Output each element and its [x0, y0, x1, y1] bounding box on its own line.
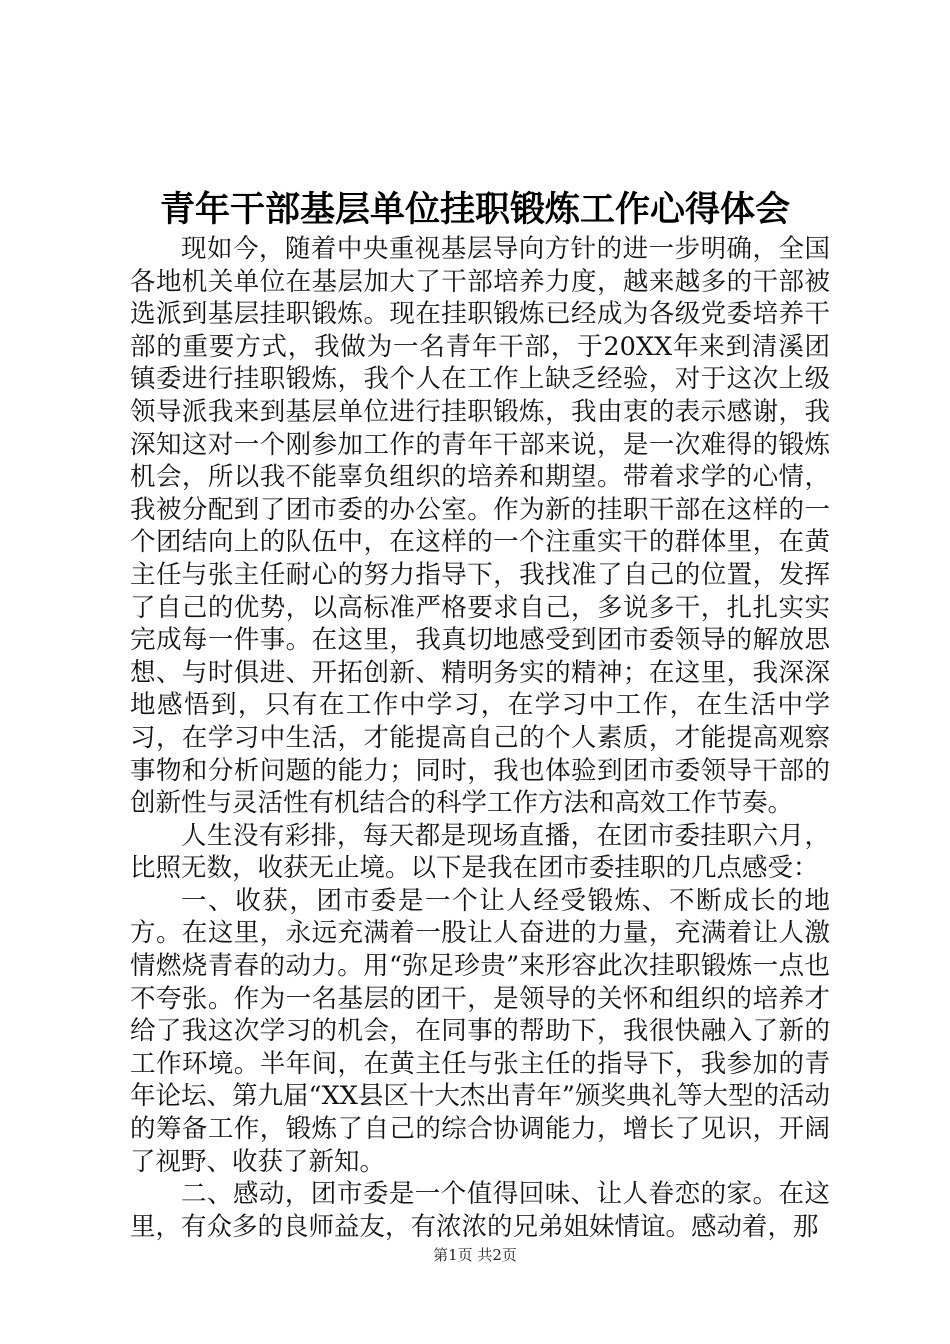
paragraph-moved: 二、感动，团市委是一个值得回味、让人眷恋的家。在这里，有众多的良师益友，有浓浓的兄弟姐妹情谊。感动着，那: [130, 1179, 830, 1242]
paragraph-intro: 现如今，随着中央重视基层导向方针的进一步明确，全国各地机关单位在基层加大了干部培养力度，越来越多的干部被选派到基层挂职锻炼。现在挂职锻炼已经成为各级党委培养干部的重要方式，我做为一名青年干部，于20XX年来到清溪团镇委进行挂职锻炼，我个人在工作上缺乏经验，对于这次上级领导派我来到基层单位进行挂职锻炼，我由衷的表示感谢，我深知这对一个刚参加工作的青年干部来说，是一次难得的锻炼机会，所以我不能辜负组织的培养和期望。带着求学的心情，我被分配到了团市委的办公室。作为新的挂职干部在这样的一个团结向上的队伍中，在这样的一个注重实干的群体里，在黄主任与张主任耐心的努力指导下，我找准了自己的位置，发挥了自己的优势，以高标准严格要求自己，多说多干，扎扎实实完成每一件事。在这里，我真切地感受到团市委领导的解放思想、与时俱进、开拓创新、精明务实的精神；在这里，我深深地感悟到，只有在工作中学习，在学习中工作，在生活中学习，在学习中生活，才能提高自己的个人素质，才能提高观察事物和分析问题的能力；同时，我也体验到团市委领导干部的创新性与灵活性有机结合的科学工作方法和高效工作节奏。: [130, 234, 830, 819]
page-number-footer: 第1页 共2页: [433, 1246, 517, 1264]
paragraph-harvest: 一、收获，团市委是一个让人经受锻炼、不断成长的地方。在这里，永远充满着一股让人奋进的力量，充满着让人激情燃烧青春的动力。用“弥足珍贵”来形容此次挂职锻炼一点也不夸张。作为一名基层的团干，是领导的关怀和组织的培养才给了我这次学习的机会，在同事的帮助下，我很快融入了新的工作环境。半年间，在黄主任与张主任的指导下，我参加的青年论坛、第九届“XX县区十大杰出青年”颁奖典礼等大型的活动的筹备工作，锻炼了自己的综合协调能力，增长了见识，开阔了视野、收获了新知。: [130, 885, 830, 1177]
document-title: 青年干部基层单位挂职锻炼工作心得体会: [159, 189, 790, 230]
paragraph-summary: 人生没有彩排，每天都是现场直播，在团市委挂职六月，比照无数，收获无止境。以下是我在团市委挂职的几点感受：: [130, 820, 830, 884]
document-body: [130, 233, 830, 1243]
